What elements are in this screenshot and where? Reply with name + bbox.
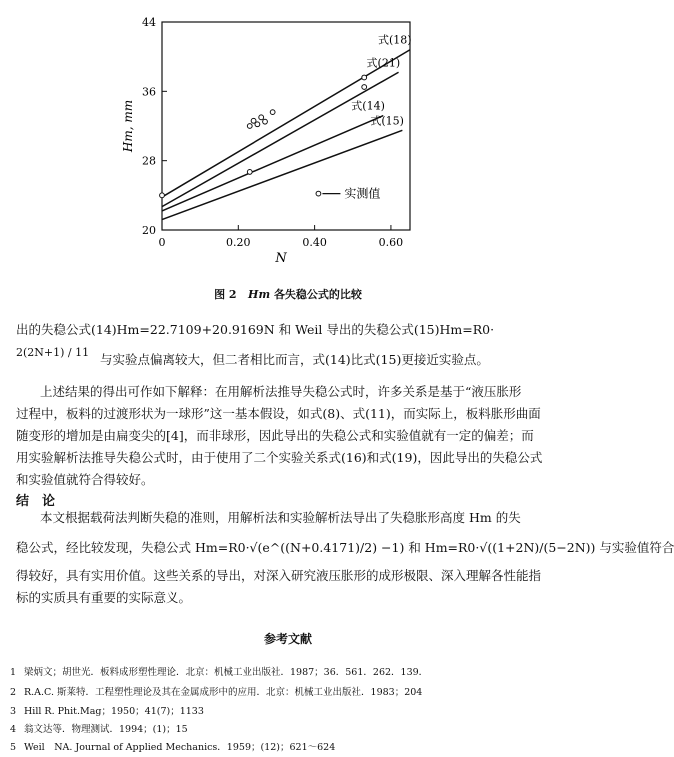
- section-heading-conclusion: 结 论: [16, 494, 56, 509]
- reference-number: 3: [10, 706, 17, 717]
- paragraph-line: 用实验解析法推导失稳公式时，由于使用了二个实验关系式(16)和式(19)，因此导出的失稳公式: [16, 450, 543, 465]
- reference-number: 2: [10, 687, 17, 698]
- reference-number: 1: [10, 667, 17, 678]
- reference-number: 5: [10, 742, 17, 753]
- data-point: [270, 110, 275, 115]
- data-point: [255, 122, 260, 127]
- x-axis-label: N: [275, 251, 287, 266]
- y-tick-label: 28: [142, 154, 156, 168]
- reference-item: [10, 703, 204, 717]
- reference-text: 翁文达等．物理测试．1994；(1)；15: [24, 724, 188, 735]
- chart-svg: [110, 8, 430, 283]
- figure-2-chart: [110, 8, 430, 283]
- references-heading: 参考文献: [263, 632, 312, 646]
- paragraph-line: 和实验值就符合得较好。: [16, 472, 154, 487]
- data-point: [247, 124, 252, 129]
- conclusion-line: 得较好，具有实用价值。这些关系的导出，对深入研究液压胀形的成形极限、深入理解各性能指: [16, 568, 542, 583]
- figure-caption-text: 各失稳公式的比较: [273, 288, 362, 301]
- y-axis-label: Hm, mm: [121, 99, 135, 153]
- paragraph-line: 过程中，板料的过渡形状为一球形”这一基本假设，如式(8)、式(11)，而实际上，板料胀形曲面: [16, 406, 541, 421]
- y-tick-label: 20: [142, 224, 156, 237]
- data-point: [362, 75, 367, 80]
- paragraph-line: 与实验点偏离较大，但二者相比而言，式(14)比式(15)更接近实验点。: [100, 352, 489, 367]
- figure-caption: [0, 286, 576, 302]
- x-tick-label: 0.40: [302, 236, 327, 249]
- legend-marker: [316, 191, 321, 196]
- paragraph-line: 上述结果的得出可作如下解释：在用解析法推导失稳公式时，许多关系是基于“液压胀形: [40, 384, 522, 399]
- data-point: [160, 193, 165, 198]
- data-point: [247, 170, 252, 175]
- series-label: 式(18): [378, 33, 412, 47]
- conclusion-line: 标的实质具有重要的实际意义。: [16, 590, 192, 605]
- series-label: 式(15): [370, 114, 404, 128]
- reference-text: R.A.C. 斯莱特．工程塑性理论及其在金属成形中的应用．北京：机械工业出版社．1983；204: [24, 687, 423, 698]
- reference-text: Hill R. Phit.Mag；1950；41(7)；1133: [24, 706, 204, 717]
- reference-number: 4: [10, 724, 17, 735]
- conclusion-line: 本文根据载荷法判断失稳的准则，用解析法和实验解析法导出了失稳胀形高度 Hm 的失: [40, 510, 521, 525]
- conclusion-line: 稳公式，经比较发现，失稳公式 Hm=R0·√(e^((N+0.4171)/2) −1) 和 Hm=R0·√((1+2N)/(5−2N)) 与实验值符合: [16, 540, 674, 555]
- figure-caption-prefix: 图 2: [214, 288, 237, 301]
- x-tick-label: 0.20: [226, 236, 251, 249]
- figure-caption-symbol: Hm: [248, 288, 271, 301]
- reference-text: Weil NA. Journal of Applied Mechanics．1959；(12)；621～624: [24, 742, 336, 753]
- series-label: 式(21): [366, 56, 401, 70]
- x-tick-label: 0.60: [378, 236, 404, 249]
- reference-item: [10, 684, 422, 698]
- paragraph-line: 出的失稳公式(14)Hm=22.7109+20.9169N 和 Weil 导出的失稳公式(15)Hm=R0·: [16, 322, 495, 337]
- formula-15-fraction: 2(2N+1) / 11: [16, 346, 90, 359]
- reference-item: [10, 739, 335, 753]
- data-point: [263, 119, 268, 124]
- paragraph-line: 随变形的增加是由扁变尖的[4]，而非球形，因此导出的失稳公式和实验值就有一定的偏差；而: [16, 428, 534, 443]
- reference-item: [10, 664, 428, 678]
- data-point: [362, 85, 367, 90]
- y-tick-label: 44: [142, 16, 156, 29]
- data-point: [259, 115, 264, 120]
- reference-text: 梁炳文；胡世光．板料成形塑性理论．北京：机械工业出版社．1987；36．561．262．139．: [24, 667, 429, 678]
- y-tick-label: 36: [142, 85, 156, 99]
- legend-label: 实测值: [344, 186, 381, 201]
- reference-item: [10, 721, 188, 735]
- series-label: 式(14): [351, 99, 385, 113]
- x-tick-label: 0: [158, 236, 166, 249]
